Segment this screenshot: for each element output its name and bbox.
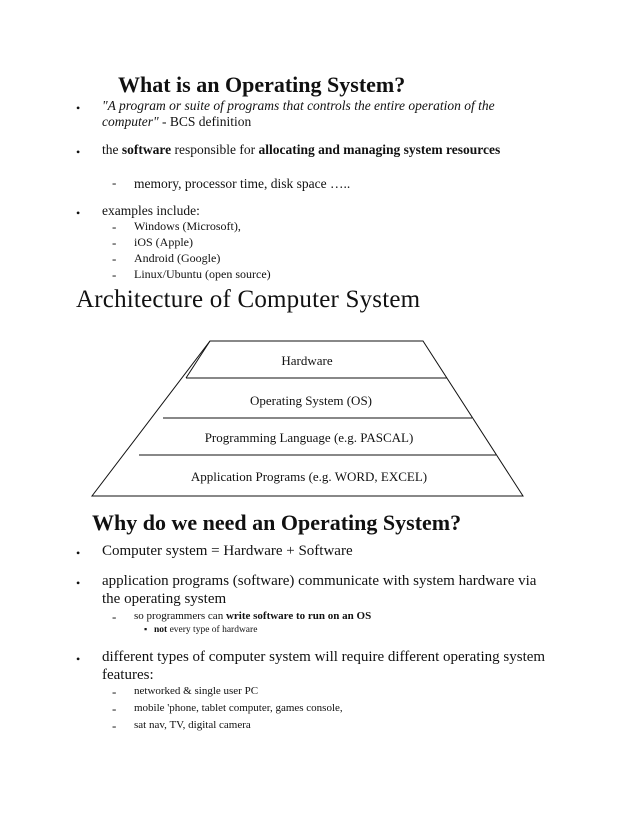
- dash-marker: -: [112, 219, 117, 234]
- layer-operating-system: Operating System (OS): [249, 393, 373, 408]
- dash-marker: -: [112, 175, 117, 190]
- bullet-marker: •: [76, 652, 81, 666]
- definition-source: - BCS definition: [158, 114, 252, 129]
- different-systems-description: different types of computer system will require different operating system features:: [102, 649, 546, 683]
- examples-heading: examples include:: [102, 203, 200, 218]
- text-run: responsible for: [171, 142, 259, 157]
- text-bold-not: not: [154, 625, 168, 635]
- hardware-note: [154, 625, 257, 635]
- programmers-note: [134, 610, 371, 622]
- communication-description: application programs (software) communicate with system hardware via the operating system: [102, 573, 537, 607]
- dash-marker: -: [112, 718, 117, 733]
- title-architecture: Architecture of Computer System: [76, 286, 421, 313]
- text-bold-software: software: [121, 142, 172, 157]
- dash-marker: -: [112, 267, 117, 282]
- pyramid-edge: [186, 341, 210, 378]
- dash-marker: -: [112, 235, 117, 250]
- layer-programming-language: Programming Language (e.g. PASCAL): [204, 430, 414, 445]
- text-bold-write-software: write software to run on an OS: [225, 610, 372, 622]
- definition-quote: "A program or suite of programs that controls the entire operation of the computer": [102, 98, 495, 129]
- bullet-marker: •: [76, 145, 81, 159]
- title-what-is-os: What is an Operating System?: [118, 72, 406, 97]
- computer-system-equation: Computer system = Hardware + Software: [102, 543, 353, 559]
- layer-hardware: Hardware: [281, 353, 333, 368]
- text-bold-resources: allocating and managing system resources: [258, 142, 501, 157]
- bullet-marker: •: [76, 206, 81, 220]
- text-run: the: [102, 142, 122, 157]
- dash-marker: -: [112, 609, 117, 624]
- text-run: so programmers can: [134, 610, 226, 622]
- dash-marker: -: [112, 684, 117, 699]
- system-type-item: networked & single user PC: [134, 685, 259, 697]
- dash-marker: -: [112, 251, 117, 266]
- layer-application-programs: Application Programs (e.g. WORD, EXCEL): [190, 469, 428, 484]
- system-type-item: sat nav, TV, digital camera: [134, 719, 251, 731]
- resources-list: memory, processor time, disk space …..: [134, 176, 351, 191]
- example-item: Android (Google): [134, 251, 221, 265]
- square-bullet-marker: ▪: [144, 624, 148, 634]
- example-item: Windows (Microsoft),: [134, 219, 241, 233]
- system-type-item: mobile 'phone, tablet computer, games console,: [134, 702, 343, 714]
- bullet-marker: •: [76, 546, 81, 560]
- title-why-need-os: Why do we need an Operating System?: [92, 510, 462, 535]
- text-run: every type of hardware: [167, 625, 258, 635]
- dash-marker: -: [112, 701, 117, 716]
- bullet-marker: •: [76, 101, 81, 115]
- bullet-marker: •: [76, 576, 81, 590]
- example-item: iOS (Apple): [134, 235, 193, 249]
- example-item: Linux/Ubuntu (open source): [134, 267, 271, 281]
